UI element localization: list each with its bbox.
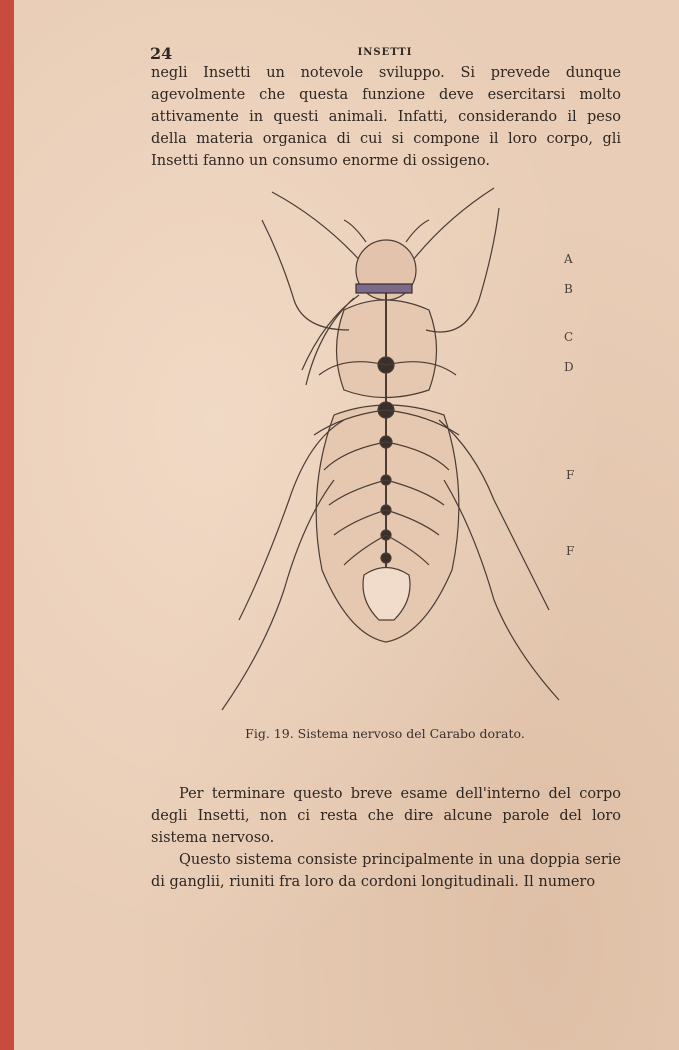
paragraph-bottom: [151, 849, 621, 893]
page-number: 24: [150, 44, 173, 63]
running-title: INSETTI: [357, 47, 413, 58]
paragraph-bottom-text: Questo sistema consiste principalmente in una doppia serie di ganglii, riuniti fra loro da cordoni longitudinali. Il numero: [151, 852, 621, 890]
figure-label-f1: F: [566, 468, 575, 482]
beetle-illustration: [194, 180, 574, 720]
paragraph-mid: [151, 783, 621, 849]
figure-label-f2: F: [566, 544, 575, 558]
page-header: [150, 44, 620, 62]
paragraph-mid-text: Per terminare questo breve esame dell'interno del corpo degli Insetti, non ci resta che dire alcune parole del loro sistema nervoso.: [151, 786, 621, 846]
paragraph-top: [151, 62, 621, 172]
figure-label-a: A: [564, 252, 573, 266]
figure-caption: Fig. 19. Sistema nervoso del Carabo dorato.: [245, 726, 525, 741]
paragraph-top-text: negli Insetti un notevole sviluppo. Si prevede dunque agevolmente che questa funzione deve esercitarsi molto attivamente in questi animali. Infatti, considerando il peso della materia organica di cui si compone il loro corpo, gli Insetti fanno un consumo enorme di ossigeno.: [151, 65, 621, 169]
beetle-nervous-system-figure: [194, 180, 574, 720]
figure-label-b: B: [564, 282, 573, 296]
figure-label-d: D: [564, 360, 574, 374]
book-page: [14, 0, 679, 1050]
figure-label-c: C: [564, 330, 574, 344]
